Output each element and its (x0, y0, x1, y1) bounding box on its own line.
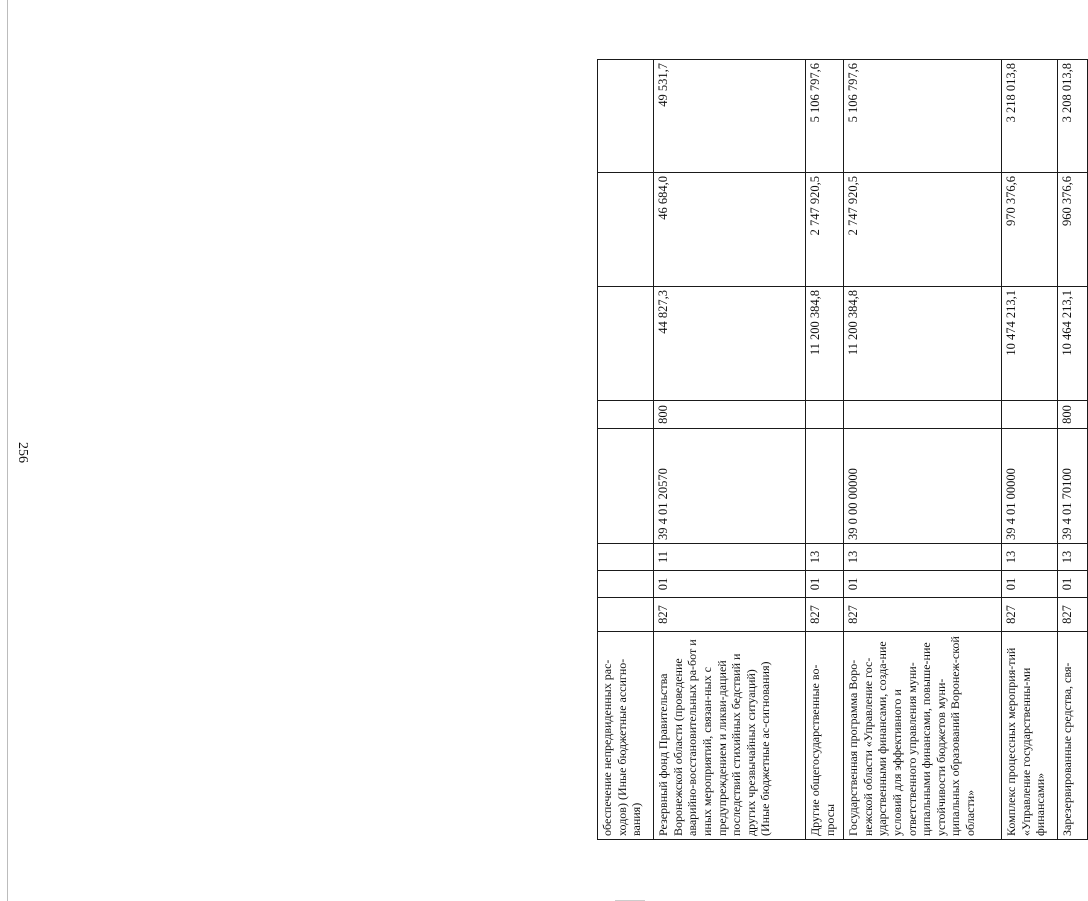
cell-year1: 44 827,3 (654, 287, 806, 401)
cell-year2 (598, 173, 654, 287)
cell-year1: 11 200 384,8 (844, 287, 1002, 401)
cell-year3: 49 531,7 (654, 60, 806, 173)
cell-rz: 01 (654, 571, 806, 598)
table-row (1058, 60, 1088, 840)
cell-gr (598, 598, 654, 632)
cell-year3 (598, 60, 654, 173)
cell-vr (598, 401, 654, 429)
cell-year3: 5 106 797,6 (844, 60, 1002, 173)
table-row (1002, 60, 1058, 840)
cell-year1 (598, 287, 654, 401)
cell-vr (806, 401, 844, 429)
cell-vr (1002, 401, 1058, 429)
cell-csr: 39 4 01 00000 (1002, 429, 1058, 544)
cell-year2: 2 747 920,5 (844, 173, 1002, 287)
cell-year3: 5 106 797,6 (806, 60, 844, 173)
cell-name: Государственная программа Воро-нежской области «Управление гос-ударственными финансами, созда-ние условий для эффективного и ответственного управления муни-ципальными финансами, повыше-ние устойчивости бюджетов муни-ципальных образований Воронеж-ской области» (844, 632, 1002, 840)
cell-rz: 01 (806, 571, 844, 598)
cell-gr: 827 (806, 598, 844, 632)
cell-rz: 01 (1002, 571, 1058, 598)
cell-pr: 13 (806, 544, 844, 571)
cell-year2: 46 684,0 (654, 173, 806, 287)
table-row (806, 60, 844, 840)
cell-vr (844, 401, 1002, 429)
cell-year2: 970 376,6 (1002, 173, 1058, 287)
cell-gr: 827 (1058, 598, 1088, 632)
cell-year2: 960 376,6 (1058, 173, 1088, 287)
cell-csr (598, 429, 654, 544)
budget-table (597, 59, 1088, 840)
cell-rz: 01 (844, 571, 1002, 598)
cell-year1: 10 464 213,1 (1058, 287, 1088, 401)
cell-pr: 13 (1058, 544, 1088, 571)
cell-year3: 3 208 013,8 (1058, 60, 1088, 173)
table-row (844, 60, 1002, 840)
cell-csr: 39 4 01 70100 (1058, 429, 1088, 544)
scan-edge-line (7, 0, 8, 901)
cell-vr: 800 (654, 401, 806, 429)
page-number: 256 (15, 442, 30, 463)
cell-gr: 827 (654, 598, 806, 632)
cell-name: Зарезервированные средства, свя- (1058, 632, 1088, 840)
cell-name: Комплекс процессных мероприя-тий «Управление государственны-ми финансами» (1002, 632, 1058, 840)
cell-pr: 11 (654, 544, 806, 571)
table-row (598, 60, 654, 840)
cell-csr (806, 429, 844, 544)
cell-pr: 13 (844, 544, 1002, 571)
cell-gr: 827 (844, 598, 1002, 632)
cell-name: Резервный фонд Правительства Воронежской области (проведение аварийно-восстановительных ра-бот и иных мероприятий, связан-ных с предупреждением и ликви-дацией последствий стихийных бедствий и других чрезвычайных ситуаций) (Иные бюджетные ас-сигнования) (654, 632, 806, 840)
cell-csr: 39 0 00 00000 (844, 429, 1002, 544)
cell-csr: 39 4 01 20570 (654, 429, 806, 544)
rotated-table-container (597, 60, 1087, 840)
cell-year1: 10 474 213,1 (1002, 287, 1058, 401)
cell-year3: 3 218 013,8 (1002, 60, 1058, 173)
cell-pr (598, 544, 654, 571)
cell-year2: 2 747 920,5 (806, 173, 844, 287)
cell-gr: 827 (1002, 598, 1058, 632)
cell-pr: 13 (1002, 544, 1058, 571)
table-row (654, 60, 806, 840)
cell-name: обеспечение непредвиденных рас-ходов) (Иные бюджетные ассигно-вания) (598, 632, 654, 840)
cell-rz: 01 (1058, 571, 1088, 598)
cell-vr: 800 (1058, 401, 1088, 429)
cell-rz (598, 571, 654, 598)
cell-name: Другие общегосударственные во-просы (806, 632, 844, 840)
cell-year1: 11 200 384,8 (806, 287, 844, 401)
